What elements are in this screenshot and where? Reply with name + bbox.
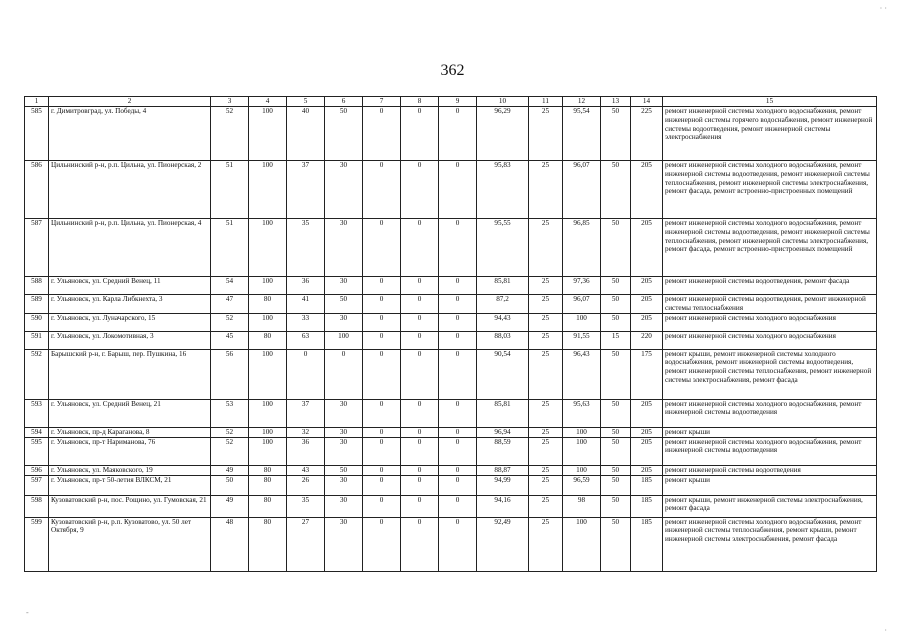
address-cell: Цильнинский р-н, р.п. Цильна, ул. Пионерская, 2 [49,161,211,219]
address-cell: г. Ульяновск, ул. Луначарского, 15 [49,313,211,331]
row-number-cell: 586 [25,161,49,219]
works-cell: ремонт инженерной системы холодного водоснабжения, ремонт инженерной системы водоотведения [663,437,877,465]
value-cell: 88,87 [477,465,529,475]
works-cell: ремонт инженерной системы холодного водоснабжения, ремонт инженерной системы теплоснабжения, ремонт крыши, ремонт инженерной системы электроснабжения, ремонт фасада [663,517,877,571]
value-cell: 0 [439,465,477,475]
value-cell: 0 [363,277,401,295]
value-cell: 96,59 [563,475,601,495]
address-cell: г. Ульяновск, ул. Средний Венец, 11 [49,277,211,295]
row-number-cell: 591 [25,331,49,349]
value-cell: 51 [211,219,249,277]
scan-mark: · [884,626,887,635]
value-cell: 0 [401,495,439,517]
value-cell: 0 [439,517,477,571]
value-cell: 54 [211,277,249,295]
value-cell: 25 [529,495,563,517]
value-cell: 50 [325,295,363,314]
value-cell: 92,49 [477,517,529,571]
value-cell: 50 [601,427,631,437]
value-cell: 0 [439,219,477,277]
works-cell: ремонт инженерной системы холодного водоснабжения, ремонт инженерной системы водоотведения [663,399,877,427]
column-header: 12 [563,97,601,107]
value-cell: 30 [325,437,363,465]
works-cell: ремонт инженерной системы холодного водоснабжения [663,331,877,349]
value-cell: 0 [363,437,401,465]
works-cell: ремонт крыши [663,427,877,437]
value-cell: 25 [529,349,563,399]
value-cell: 52 [211,313,249,331]
value-cell: 37 [287,399,325,427]
scan-mark: - [26,608,29,617]
value-cell: 30 [325,277,363,295]
value-cell: 30 [325,475,363,495]
address-cell: Цильнинский р-н, р.п. Цильна, ул. Пионерская, 4 [49,219,211,277]
value-cell: 220 [631,331,663,349]
value-cell: 40 [287,107,325,161]
value-cell: 53 [211,399,249,427]
value-cell: 205 [631,399,663,427]
value-cell: 25 [529,219,563,277]
value-cell: 205 [631,295,663,314]
value-cell: 96,29 [477,107,529,161]
row-number-cell: 594 [25,427,49,437]
row-number-cell: 593 [25,399,49,427]
value-cell: 0 [363,475,401,495]
value-cell: 100 [249,277,287,295]
value-cell: 52 [211,107,249,161]
table-row [25,277,877,295]
column-header: 15 [663,97,877,107]
column-header: 14 [631,97,663,107]
value-cell: 0 [363,161,401,219]
value-cell: 100 [563,465,601,475]
address-cell: г. Димитровград, ул. Победы, 4 [49,107,211,161]
value-cell: 0 [363,107,401,161]
table-row [25,107,877,161]
table-row [25,465,877,475]
value-cell: 0 [401,161,439,219]
value-cell: 0 [401,107,439,161]
column-header: 9 [439,97,477,107]
value-cell: 50 [601,517,631,571]
value-cell: 25 [529,313,563,331]
row-number-cell: 596 [25,465,49,475]
table-row [25,161,877,219]
address-cell: г. Ульяновск, ул. Локомотивная, 3 [49,331,211,349]
value-cell: 0 [363,427,401,437]
value-cell: 35 [287,219,325,277]
value-cell: 100 [563,437,601,465]
value-cell: 0 [401,517,439,571]
value-cell: 30 [325,495,363,517]
row-number-cell: 587 [25,219,49,277]
address-cell: г. Ульяновск, пр-т Нариманова, 76 [49,437,211,465]
value-cell: 96,07 [563,161,601,219]
value-cell: 88,03 [477,331,529,349]
works-cell: ремонт инженерной системы холодного водоснабжения, ремонт инженерной системы водоотведения, ремонт инженерной системы теплоснабжения, ремонт инженерной системы электроснабжения, ремонт фасада, ремонт встроенно-пристроенных помещений [663,161,877,219]
scan-mark: · · [879,4,887,13]
value-cell: 0 [363,399,401,427]
value-cell: 0 [401,295,439,314]
value-cell: 94,16 [477,495,529,517]
value-cell: 0 [439,349,477,399]
value-cell: 51 [211,161,249,219]
address-cell: г. Ульяновск, пр-д Караганова, 8 [49,427,211,437]
table-row [25,295,877,314]
value-cell: 0 [401,277,439,295]
value-cell: 0 [401,313,439,331]
value-cell: 0 [363,495,401,517]
value-cell: 98 [563,495,601,517]
value-cell: 96,94 [477,427,529,437]
value-cell: 0 [439,475,477,495]
value-cell: 80 [249,495,287,517]
value-cell: 25 [529,475,563,495]
value-cell: 25 [529,295,563,314]
table-row [25,437,877,465]
value-cell: 50 [601,399,631,427]
table-row [25,349,877,399]
value-cell: 100 [563,427,601,437]
value-cell: 87,2 [477,295,529,314]
value-cell: 30 [325,517,363,571]
value-cell: 50 [601,437,631,465]
value-cell: 100 [249,427,287,437]
value-cell: 50 [601,107,631,161]
table-row [25,219,877,277]
column-header: 3 [211,97,249,107]
value-cell: 185 [631,495,663,517]
register-table [24,96,877,572]
value-cell: 0 [439,427,477,437]
value-cell: 96,85 [563,219,601,277]
value-cell: 30 [325,427,363,437]
value-cell: 50 [601,277,631,295]
row-number-cell: 598 [25,495,49,517]
value-cell: 0 [363,331,401,349]
value-cell: 63 [287,331,325,349]
value-cell: 80 [249,517,287,571]
column-header: 13 [601,97,631,107]
value-cell: 0 [401,465,439,475]
value-cell: 100 [249,313,287,331]
page-number: 362 [440,62,465,79]
table-row [25,427,877,437]
value-cell: 0 [401,219,439,277]
column-header: 6 [325,97,363,107]
works-cell: ремонт крыши, ремонт инженерной системы холодного водоснабжения, ремонт инженерной системы водоотведения, ремонт инженерной системы теплоснабжения, ремонт инженерной системы электроснабжения, ремонт фасада [663,349,877,399]
value-cell: 50 [601,313,631,331]
value-cell: 205 [631,313,663,331]
value-cell: 0 [363,517,401,571]
value-cell: 97,36 [563,277,601,295]
value-cell: 100 [249,437,287,465]
value-cell: 205 [631,219,663,277]
value-cell: 47 [211,295,249,314]
value-cell: 50 [601,475,631,495]
value-cell: 25 [529,517,563,571]
works-cell: ремонт инженерной системы водоотведения, ремонт фасада [663,277,877,295]
value-cell: 27 [287,517,325,571]
value-cell: 52 [211,437,249,465]
value-cell: 80 [249,331,287,349]
header-row [25,97,877,107]
value-cell: 185 [631,475,663,495]
table-row [25,399,877,427]
value-cell: 30 [325,313,363,331]
value-cell: 205 [631,277,663,295]
column-header: 10 [477,97,529,107]
value-cell: 0 [401,399,439,427]
value-cell: 50 [601,295,631,314]
value-cell: 0 [401,331,439,349]
value-cell: 96,07 [563,295,601,314]
works-cell: ремонт крыши, ремонт инженерной системы электроснабжения, ремонт фасада [663,495,877,517]
value-cell: 30 [325,219,363,277]
value-cell: 45 [211,331,249,349]
value-cell: 185 [631,517,663,571]
value-cell: 50 [601,349,631,399]
table-row [25,495,877,517]
works-cell: ремонт инженерной системы водоотведения, ремонт инженерной системы теплоснабжения [663,295,877,314]
value-cell: 90,54 [477,349,529,399]
value-cell: 205 [631,161,663,219]
row-number-cell: 585 [25,107,49,161]
value-cell: 0 [439,107,477,161]
value-cell: 25 [529,277,563,295]
value-cell: 25 [529,161,563,219]
value-cell: 0 [287,349,325,399]
works-cell: ремонт инженерной системы водоотведения [663,465,877,475]
value-cell: 25 [529,465,563,475]
value-cell: 25 [529,427,563,437]
value-cell: 100 [563,517,601,571]
value-cell: 100 [249,107,287,161]
works-cell: ремонт инженерной системы холодного водоснабжения [663,313,877,331]
value-cell: 30 [325,161,363,219]
value-cell: 205 [631,437,663,465]
table-row [25,517,877,571]
value-cell: 50 [601,161,631,219]
works-cell: ремонт инженерной системы холодного водоснабжения, ремонт инженерной системы водоотведения, ремонт инженерной системы теплоснабжения, ремонт инженерной системы электроснабжения, ремонт фасада, ремонт встроенно-пристроенных помещений [663,219,877,277]
row-number-cell: 599 [25,517,49,571]
value-cell: 0 [439,399,477,427]
value-cell: 49 [211,495,249,517]
value-cell: 95,54 [563,107,601,161]
value-cell: 80 [249,475,287,495]
value-cell: 0 [439,331,477,349]
value-cell: 100 [325,331,363,349]
column-header: 11 [529,97,563,107]
value-cell: 25 [529,331,563,349]
value-cell: 95,63 [563,399,601,427]
value-cell: 0 [439,161,477,219]
address-cell: г. Ульяновск, ул. Карла Либкнехта, 3 [49,295,211,314]
value-cell: 52 [211,427,249,437]
column-header: 2 [49,97,211,107]
value-cell: 33 [287,313,325,331]
value-cell: 50 [325,465,363,475]
row-number-cell: 597 [25,475,49,495]
value-cell: 0 [363,219,401,277]
value-cell: 36 [287,437,325,465]
value-cell: 26 [287,475,325,495]
value-cell: 50 [601,495,631,517]
value-cell: 0 [363,465,401,475]
value-cell: 43 [287,465,325,475]
value-cell: 0 [401,349,439,399]
value-cell: 0 [401,437,439,465]
table-row [25,475,877,495]
works-cell: ремонт крыши [663,475,877,495]
value-cell: 49 [211,465,249,475]
address-cell: г. Ульяновск, ул. Маяковского, 19 [49,465,211,475]
value-cell: 35 [287,495,325,517]
row-number-cell: 588 [25,277,49,295]
value-cell: 48 [211,517,249,571]
value-cell: 175 [631,349,663,399]
value-cell: 0 [401,475,439,495]
value-cell: 205 [631,465,663,475]
value-cell: 0 [439,295,477,314]
column-header: 5 [287,97,325,107]
value-cell: 36 [287,277,325,295]
value-cell: 0 [363,295,401,314]
value-cell: 95,55 [477,219,529,277]
value-cell: 25 [529,399,563,427]
value-cell: 100 [249,219,287,277]
value-cell: 94,43 [477,313,529,331]
table-row [25,331,877,349]
table-body [25,107,877,572]
value-cell: 50 [325,107,363,161]
row-number-cell: 595 [25,437,49,465]
value-cell: 0 [363,349,401,399]
value-cell: 80 [249,465,287,475]
column-header: 1 [25,97,49,107]
value-cell: 50 [601,465,631,475]
value-cell: 50 [601,219,631,277]
value-cell: 50 [211,475,249,495]
value-cell: 0 [401,427,439,437]
row-number-cell: 589 [25,295,49,314]
value-cell: 91,55 [563,331,601,349]
value-cell: 25 [529,107,563,161]
value-cell: 94,99 [477,475,529,495]
column-header: 8 [401,97,439,107]
value-cell: 80 [249,295,287,314]
value-cell: 41 [287,295,325,314]
value-cell: 100 [249,161,287,219]
address-cell: Кузоватовский р-н, р.п. Кузоватово, ул. 50 лет Октября, 9 [49,517,211,571]
value-cell: 96,43 [563,349,601,399]
value-cell: 0 [439,313,477,331]
works-cell: ремонт инженерной системы холодного водоснабжения, ремонт инженерной системы горячего водоснабжения, ремонт инженерной системы водоотведения, ремонт инженерной системы электроснабжения [663,107,877,161]
value-cell: 100 [249,349,287,399]
address-cell: г. Ульяновск, ул. Средний Венец, 21 [49,399,211,427]
row-number-cell: 590 [25,313,49,331]
address-cell: Барышский р-н, г. Барыш, пер. Пушкина, 16 [49,349,211,399]
value-cell: 100 [249,399,287,427]
value-cell: 30 [325,399,363,427]
value-cell: 0 [363,313,401,331]
value-cell: 0 [325,349,363,399]
address-cell: Кузоватовский р-н, пос. Рощино, ул. Гумовская, 21 [49,495,211,517]
value-cell: 95,83 [477,161,529,219]
value-cell: 37 [287,161,325,219]
value-cell: 25 [529,437,563,465]
value-cell: 0 [439,495,477,517]
value-cell: 100 [563,313,601,331]
column-header: 4 [249,97,287,107]
value-cell: 85,81 [477,277,529,295]
value-cell: 32 [287,427,325,437]
value-cell: 56 [211,349,249,399]
address-cell: г. Ульяновск, пр-т 50-летия ВЛКСМ, 21 [49,475,211,495]
value-cell: 15 [601,331,631,349]
table-row [25,313,877,331]
column-header: 7 [363,97,401,107]
value-cell: 88,59 [477,437,529,465]
value-cell: 225 [631,107,663,161]
value-cell: 85,81 [477,399,529,427]
value-cell: 0 [439,277,477,295]
value-cell: 0 [439,437,477,465]
row-number-cell: 592 [25,349,49,399]
value-cell: 205 [631,427,663,437]
